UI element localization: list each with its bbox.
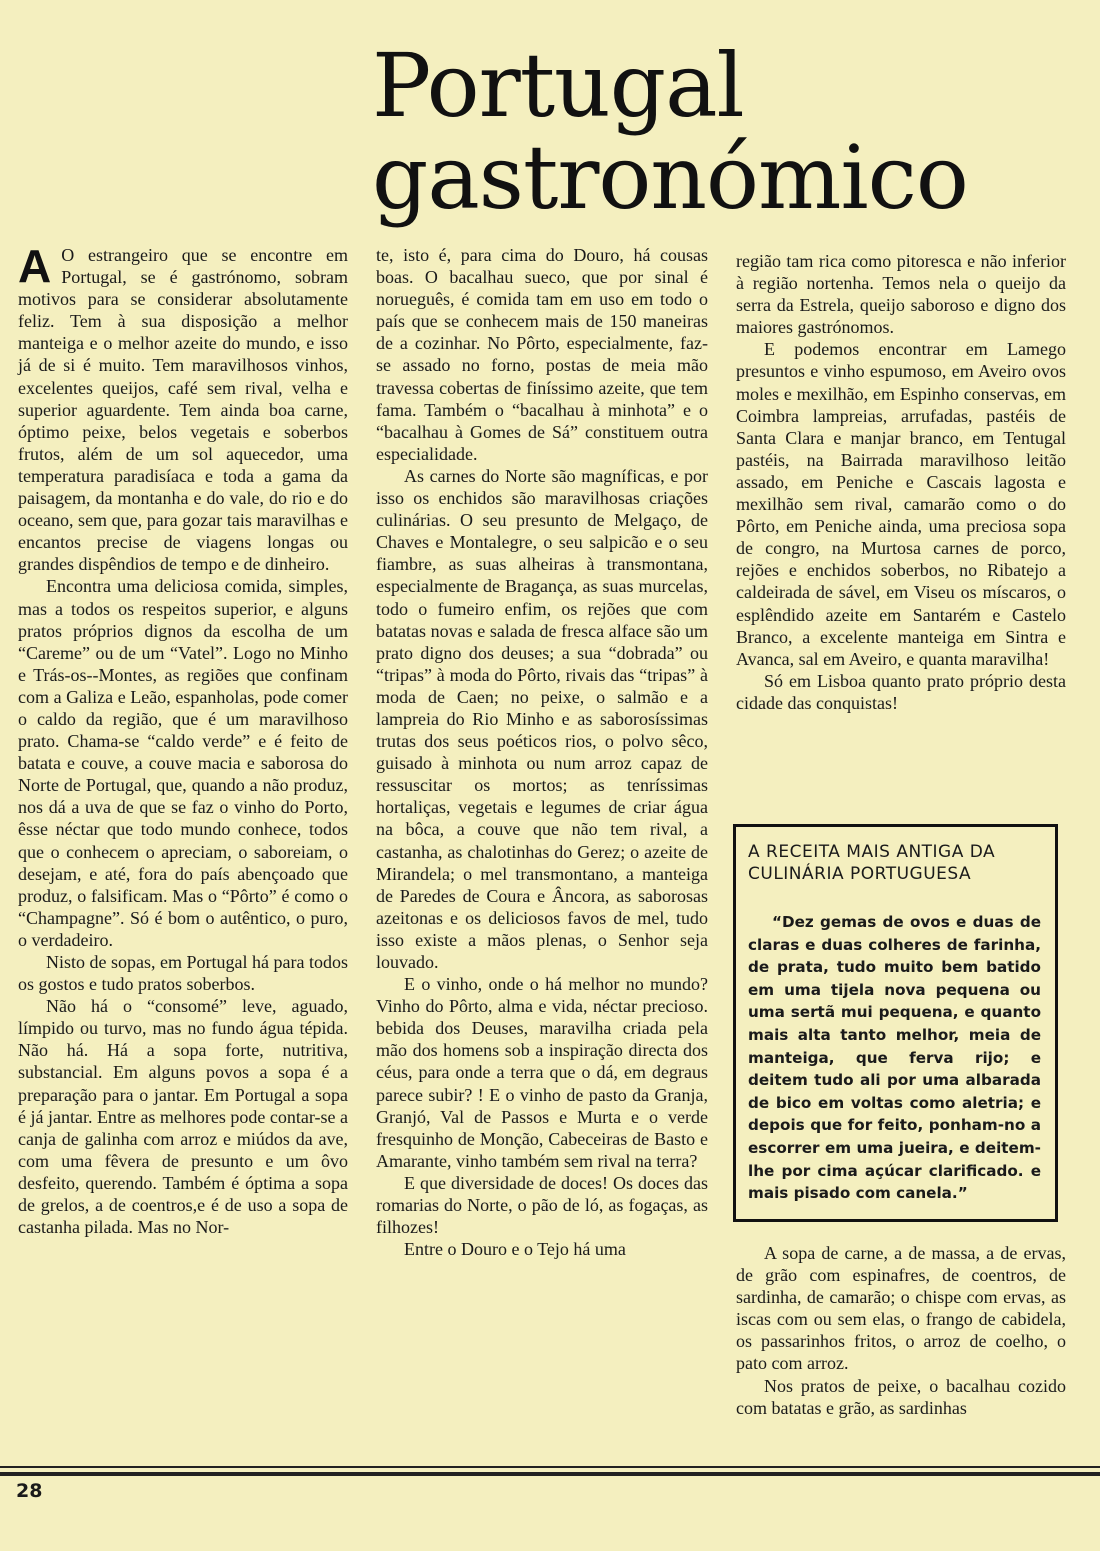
drop-cap: A xyxy=(18,240,52,292)
title-line-1: Portugal xyxy=(372,34,744,137)
paragraph: Entre o Douro e o Tejo há uma xyxy=(404,1239,626,1260)
paragraph: E podemos encontrar em Lamego presuntos e vinho espumoso, em Aveiro ovos moles e mexilhão, em Espinho conservas, em Coimbra lampreias, arrufadas, pastéis de Santa Clara e manjar branco, em Tentugal pastéis, na Bairrada maravilhoso leitão assado, em Peniche e Cascais lagosta e mexilhão sem rival, camarão como o do Pôrto, em Peniche ainda, uma preciosa sopa de congro, na Murtosa carnes de porco, rejões e enchidos soberbos, no Ribatejo a caldeirada de sável, em Viseu os míscaros, o esplêndido azeite em Santarém e Castelo Branco, a excelente manteiga em Sintra e Avanca, sal em Aveiro, e quanta maravilha! xyxy=(736,339,1066,669)
paragraph: A sopa de carne, a de massa, a de ervas, de grão com espinafres, de coentros, de sardinha, de camarão; o chispe com ervas, as iscas com ou sem elas, o frango de cabidela, os passarinhos fritos, o arroz de coelho, o pato com arroz. xyxy=(736,1243,1066,1374)
paragraph: Só em Lisboa quanto prato próprio desta cidade das conquistas! xyxy=(736,670,1066,713)
paragraph: E que diversidade de doces! Os doces das romarias do Norte, o pão de ló, as fogaças, as filhozes! xyxy=(376,1172,708,1238)
recipe-box-title: A RECEITA MAIS ANTIGA DA CULINÁRIA PORTUGUESA xyxy=(748,842,996,884)
footer-rule-thick xyxy=(0,1472,1100,1476)
paragraph: E o vinho, onde o há melhor no mundo? Vinho do Pôrto, alma e vida, néctar precioso. bebida dos Deuses, maravilha criada pela mão dos homens sob a inspiração directa dos céus, para onde a terra que o dá, em degraus parece subir? ! E o vinho de pasto da Granja, Granjó, Val de Passos e Murta e o verde fresquinho de Monção, Cabeceiras de Basto e Amarante, vinho também sem rival na terra? xyxy=(376,974,708,1171)
paragraph xyxy=(18,240,348,575)
footer-rule-thin xyxy=(0,1466,1100,1468)
recipe-box-text: “Dez gemas de ovos e duas de claras e duas colheres de farinha, de prata, tudo muito bem batido em uma tijela nova pequena ou uma sertã mui pequena, e quanto mais alta tanto melhor, meia de manteiga, que ferva rijo; e deitem tudo ali por uma albarada de bico em voltas como aletria; e depois que for feito, ponham-no a escorrer em uma jueira, e deitem-lhe por cima açúcar clarificado. e mais pisado com canela.” xyxy=(748,913,1041,1203)
paragraph: Encontra uma deliciosa comida, simples, mas a todos os respeitos superior, e alguns pratos próprios dignos da escolha de um “Careme” ou de um “Vatel”. Logo no Minho e Trás-os--Montes, as regiões que confinam com a Galiza e Leão, espanholas, pode comer o caldo da região, que é um maravilhoso prato. Chama-se “caldo verde” e é feito de batata e couve, a couve macia e saborosa do Norte de Portugal, que, quando a não produz, nos dá a uva de que se faz o vinho do Porto, êsse néctar que todo mundo conhece, todos que o conhecem o apreciam, o saboreiam, o desejam, e até, fora do país abençoado que produz, o falsificam. Mas o “Pôrto” é como o “Champagne”. Só é bom o autêntico, o puro, o verdadeiro. xyxy=(18,576,348,950)
recipe-box xyxy=(733,824,1058,1222)
paragraph-text: O estrangeiro que se encontre em Portugal, se é gastrónomo, sobram motivos para se considerar absolutamente feliz. Tem à sua disposição a melhor manteiga e o melhor azeite do mundo, e isso já de si é muito. Tem maravilhosos vinhos, excelentes queijos, café sem rival, velha e superior aguardente. Tem ainda boa carne, óptimo peixe, belos vegetais e soberbos frutos, além de um sol aquecedor, uma temperatura paradisíaca e toda a gama da paisagem, da montanha e do vale, do rio e do oceano, sem que, para gozar tais maravilhas e encantos precise de viagens longas ou grandes dispêndios de tempo e de dinheiro. xyxy=(18,245,348,575)
column-3-continued xyxy=(736,1242,1066,1419)
column-3 xyxy=(736,250,1066,714)
paragraph: te, isto é, para cima do Douro, há cousas boas. O bacalhau sueco, que por sinal é norueguês, é comida tam em uso em todo o país que se conhecem mais de 150 maneiras de a cozinhar. No Pôrto, especialmente, faz-se assado no forno, postas de meia mão travessa cobertas de finíssimo azeite, que tem fama. Também o “bacalhau à minhota” e o “bacalhau à Gomes de Sá” constituem outra especialidade. xyxy=(376,245,708,464)
column-2 xyxy=(376,244,708,1260)
title-line-2: gastronómico xyxy=(372,126,968,229)
column-1 xyxy=(18,240,348,1238)
paragraph: região tam rica como pitoresca e não inferior à região nortenha. Temos nela o queijo da serra da Estrela, queijo saboroso e digno dos maiores gastrónomos. xyxy=(736,251,1066,338)
paragraph: Nisto de sopas, em Portugal há para todos os gostos e tudo pratos soberbos. xyxy=(18,952,348,995)
paragraph: Não há o “consomé” leve, aguado, límpido ou turvo, mas no fundo água tépida. Não há. Há a sopa forte, nutritiva, substancial. Em alguns povos a sopa é a preparação para o jantar. Em Portugal a sopa é já jantar. Entre as melhores pode contar-se a canja de galinha com arroz e miúdos da ave, com uma fêvera de presunto e um ôvo desfeito, querendo. Também é óptima a sopa de grelos, a de coentros,e é de uso a sopa de castanha pilada. Mas no Nor- xyxy=(18,996,348,1238)
page-number: 28 xyxy=(16,1480,43,1502)
paragraph: As carnes do Norte são magníficas, e por isso os enchidos são maravilhosas criações culinárias. O seu presunto de Melgaço, de Chaves e Montalegre, o seu salpicão e o seu fiambre, as suas alheiras à transmontana, especialmente de Bragança, as suas murcelas, todo o fumeiro enfim, os rejões que com batatas novas e salada de fresca alface são um prato digno dos deuses; a sua “dobrada” ou “tripas” à moda do Pôrto, rivais das “tripas” à moda de Caen; no peixe, o salmão e a lampreia do Rio Minho e as saborosíssimas trutas dos seus poéticos rios, o polvo sêco, guisado à minhota ou num arroz capaz de ressuscitar os mortos; as tenríssimas hortaliças, vegetais e legumes de criar água na bôca, a couve que não tem rival, a castanha, as chalotinhas do Gerez; o azeite de Mirandela; o mel transmontano, a manteiga de Paredes de Coura e Âncora, as saborosas azeitonas e os deliciosos favos de mel, tudo isso existe a mãos plenas, o Senhor seja louvado. xyxy=(376,465,708,972)
article-title xyxy=(372,34,968,229)
paragraph: Nos pratos de peixe, o bacalhau cozido com batatas e grão, as sardinhas xyxy=(736,1375,1066,1418)
